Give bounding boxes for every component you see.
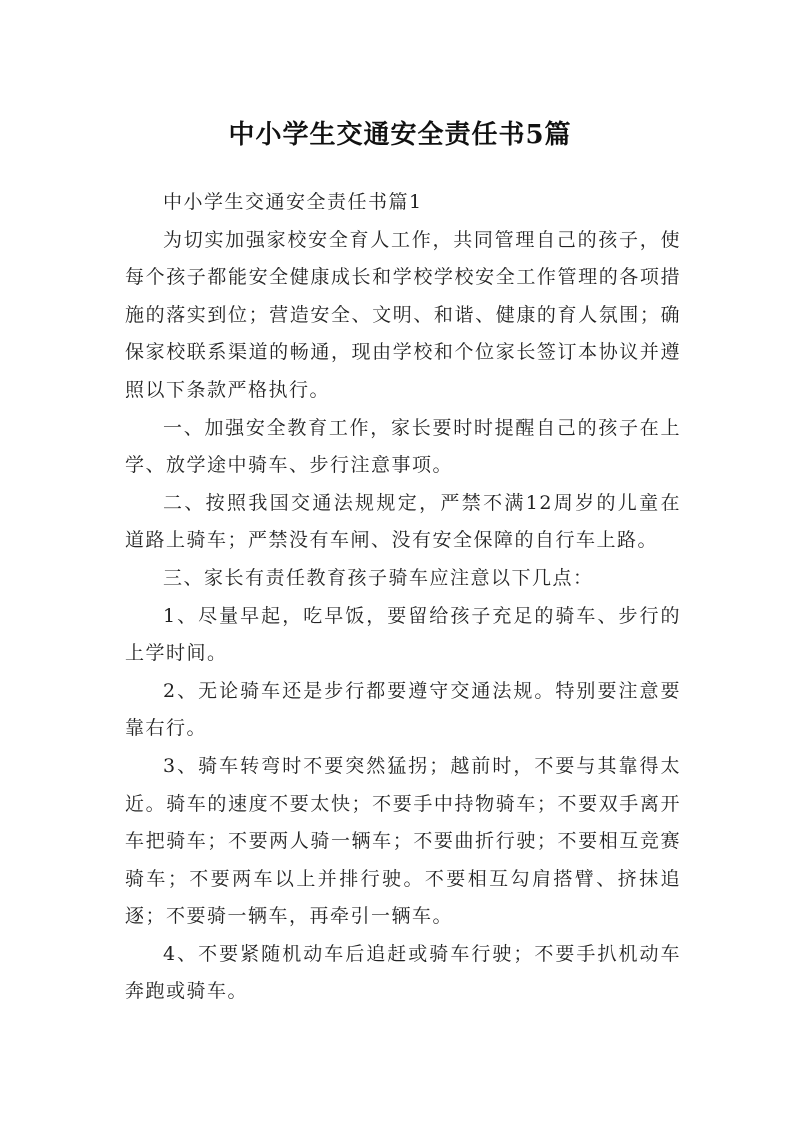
document-title: 中小学生交通安全责任书5篇 <box>228 120 572 151</box>
item-two: 2、无论骑车还是步行都要遵守交通法规。特别要注意要靠右行。 <box>125 679 681 740</box>
intro-paragraph: 为切实加强家校安全育人工作，共同管理自己的孩子，使每个孩子都能安全健康成长和学校学校安全工作管理的各项措施的落实到位；营造安全、文明、和谐、健康的育人氛围；确保家校联系渠道的畅通，现由学校和个位家长签订本协议并遵照以下条款严格执行。 <box>125 228 681 401</box>
item-one: 1、尽量早起，吃早饭，要留给孩子充足的骑车、步行的上学时间。 <box>125 604 681 665</box>
clause-two: 二、按照我国交通法规规定，严禁不满12周岁的儿童在道路上骑车；严禁没有车闸、没有安全保障的自行车上路。 <box>125 491 681 552</box>
clause-three: 三、家长有责任教育孩子骑车应注意以下几点： <box>163 566 594 589</box>
document-body <box>125 184 681 1011</box>
clause-one: 一、加强安全教育工作，家长要时时提醒自己的孩子在上学、放学途中骑车、步行注意事项。 <box>125 416 681 477</box>
item-three: 3、骑车转弯时不要突然猛拐；越前时，不要与其靠得太近。骑车的速度不要太快；不要手中持物骑车；不要双手离开车把骑车；不要两人骑一辆车；不要曲折行驶；不要相互竞赛骑车；不要两车以上并排行驶。不要相互勾肩搭臂、挤抹追逐；不要骑一辆车，再牵引一辆车。 <box>125 754 681 928</box>
section-heading: 中小学生交通安全责任书篇1 <box>163 191 423 213</box>
item-four: 4、不要紧随机动车后追赶或骑车行驶；不要手扒机动车奔跑或骑车。 <box>125 942 681 1003</box>
